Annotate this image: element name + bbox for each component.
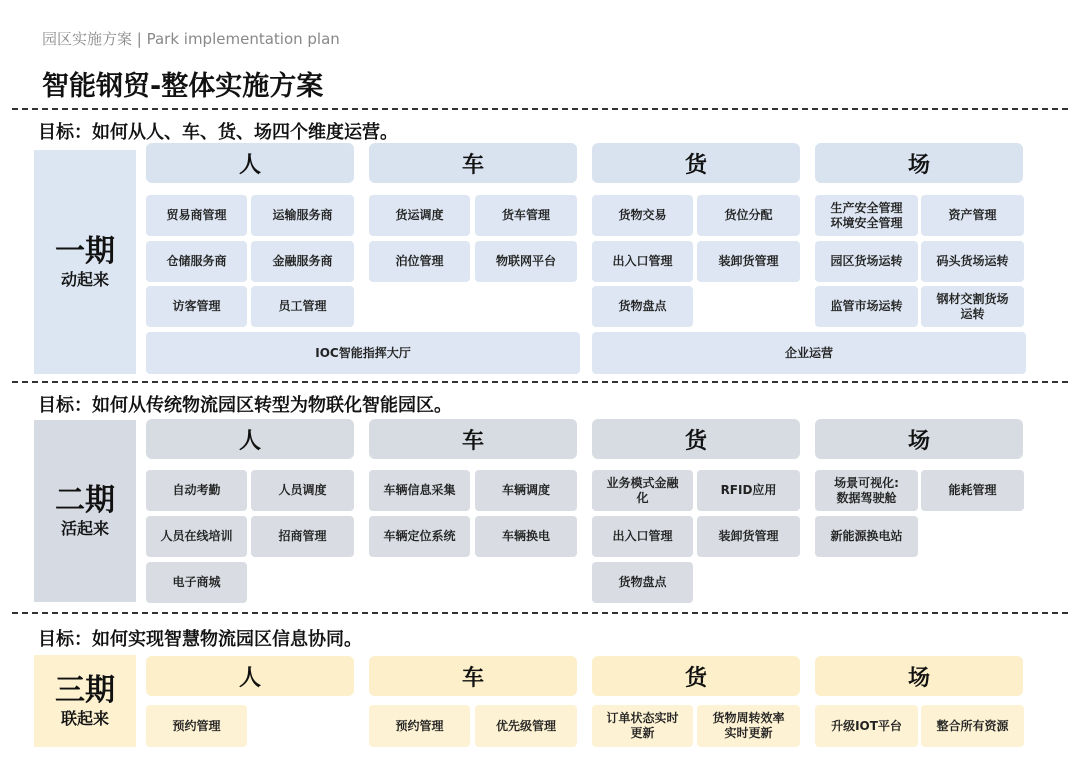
phase2-item: RFID应用 bbox=[697, 470, 800, 511]
phase3-name: 三期 bbox=[55, 673, 115, 708]
phase2-item: 车辆信息采集 bbox=[369, 470, 470, 511]
phase2-header-site: 场 bbox=[815, 419, 1023, 459]
phase2-item: 人员调度 bbox=[251, 470, 354, 511]
phase2-header-goods: 货 bbox=[592, 419, 800, 459]
ioc-command-hall: IOC智能指挥大厅 bbox=[146, 332, 580, 374]
phase2-goal: 目标：如何从传统物流园区转型为物联化智能园区。 bbox=[38, 395, 452, 416]
item-line: 数据驾驶舱 bbox=[836, 490, 897, 505]
phase2-item: 车辆定位系统 bbox=[369, 516, 470, 557]
phase1-header-goods: 货 bbox=[592, 143, 800, 183]
phase1-goal: 目标：如何从人、车、货、场四个维度运营。 bbox=[38, 122, 398, 143]
phase3-item bbox=[697, 705, 800, 747]
phase1-item: 货物盘点 bbox=[592, 286, 693, 327]
phase2-item bbox=[815, 470, 918, 511]
item-line: 环境安全管理 bbox=[830, 215, 903, 230]
phase1-item: 监管市场运转 bbox=[815, 286, 918, 327]
item-line: 业务模式金融 bbox=[606, 475, 679, 490]
phase1-item: 金融服务商 bbox=[251, 241, 354, 282]
phase2-subtitle: 活起来 bbox=[60, 519, 109, 538]
phase1-item: 泊位管理 bbox=[369, 241, 470, 282]
phase2-item: 车辆调度 bbox=[475, 470, 577, 511]
item-line: 钢材交割货场 bbox=[936, 291, 1009, 306]
phase3-subtitle: 联起来 bbox=[60, 709, 109, 728]
phase1-item bbox=[815, 195, 918, 236]
item-line: 货物周转效率 bbox=[712, 711, 785, 725]
phase2-item: 能耗管理 bbox=[921, 470, 1024, 511]
phase1-item: 资产管理 bbox=[921, 195, 1024, 236]
phase2-item: 车辆换电 bbox=[475, 516, 577, 557]
phase2-item: 自动考勤 bbox=[146, 470, 247, 511]
phase2-item: 人员在线培训 bbox=[146, 516, 247, 557]
phase1-item: 货位分配 bbox=[697, 195, 800, 236]
page-subtitle: 园区实施方案 | Park implementation plan bbox=[42, 30, 340, 48]
phase1-header-people: 人 bbox=[146, 143, 354, 183]
phase3-item bbox=[592, 705, 693, 747]
phase1-item: 货物交易 bbox=[592, 195, 693, 236]
phase2-item: 出入口管理 bbox=[592, 516, 693, 557]
phase1-item bbox=[921, 286, 1024, 327]
phase3-goal: 目标：如何实现智慧物流园区信息协同。 bbox=[38, 629, 362, 650]
phase1-item: 货运调度 bbox=[369, 195, 470, 236]
phase1-item: 装卸货管理 bbox=[697, 241, 800, 282]
phase2-header-people: 人 bbox=[146, 419, 354, 459]
phase1-item: 仓储服务商 bbox=[146, 241, 247, 282]
phase1-item: 物联网平台 bbox=[475, 241, 577, 282]
phase3-item: 优先级管理 bbox=[475, 705, 577, 747]
phase2-item: 新能源换电站 bbox=[815, 516, 918, 557]
divider-line bbox=[12, 612, 1068, 614]
enterprise-operation: 企业运营 bbox=[592, 332, 1026, 374]
phase3-header-goods: 货 bbox=[592, 656, 800, 696]
phase1-label bbox=[34, 150, 136, 374]
phase1-name: 一期 bbox=[55, 234, 115, 269]
phase3-item: 预约管理 bbox=[146, 705, 247, 747]
item-line: 订单状态实时 bbox=[606, 711, 679, 725]
phase1-header-vehicle: 车 bbox=[369, 143, 577, 183]
phase1-item: 贸易商管理 bbox=[146, 195, 247, 236]
phase1-item: 出入口管理 bbox=[592, 241, 693, 282]
phase3-header-people: 人 bbox=[146, 656, 354, 696]
phase3-header-vehicle: 车 bbox=[369, 656, 577, 696]
phase3-item: 预约管理 bbox=[369, 705, 470, 747]
phase2-item bbox=[592, 470, 693, 511]
item-line: 更新 bbox=[630, 726, 655, 740]
phase2-name: 二期 bbox=[55, 483, 115, 518]
divider-line bbox=[12, 381, 1068, 383]
phase1-subtitle: 动起来 bbox=[60, 270, 109, 289]
phase2-item: 招商管理 bbox=[251, 516, 354, 557]
item-line: 场景可视化: bbox=[834, 475, 899, 490]
divider-line bbox=[12, 108, 1068, 110]
page-title: 智能钢贸-整体实施方案 bbox=[42, 71, 324, 102]
phase1-item: 员工管理 bbox=[251, 286, 354, 327]
item-line: 生产安全管理 bbox=[830, 200, 903, 215]
phase2-item: 货物盘点 bbox=[592, 562, 693, 603]
phase3-item: 整合所有资源 bbox=[921, 705, 1024, 747]
phase3-label bbox=[34, 655, 136, 747]
phase3-item: 升级IOT平台 bbox=[815, 705, 918, 747]
phase1-header-site: 场 bbox=[815, 143, 1023, 183]
phase1-item: 园区货场运转 bbox=[815, 241, 918, 282]
item-line: 运转 bbox=[960, 306, 985, 321]
phase1-item: 访客管理 bbox=[146, 286, 247, 327]
phase2-header-vehicle: 车 bbox=[369, 419, 577, 459]
phase2-item: 装卸货管理 bbox=[697, 516, 800, 557]
phase1-item: 码头货场运转 bbox=[921, 241, 1024, 282]
phase3-header-site: 场 bbox=[815, 656, 1023, 696]
phase2-item: 电子商城 bbox=[146, 562, 247, 603]
phase1-item: 运输服务商 bbox=[251, 195, 354, 236]
phase1-item: 货车管理 bbox=[475, 195, 577, 236]
phase2-label bbox=[34, 420, 136, 602]
item-line: 化 bbox=[636, 490, 649, 505]
item-line: 实时更新 bbox=[724, 726, 773, 740]
